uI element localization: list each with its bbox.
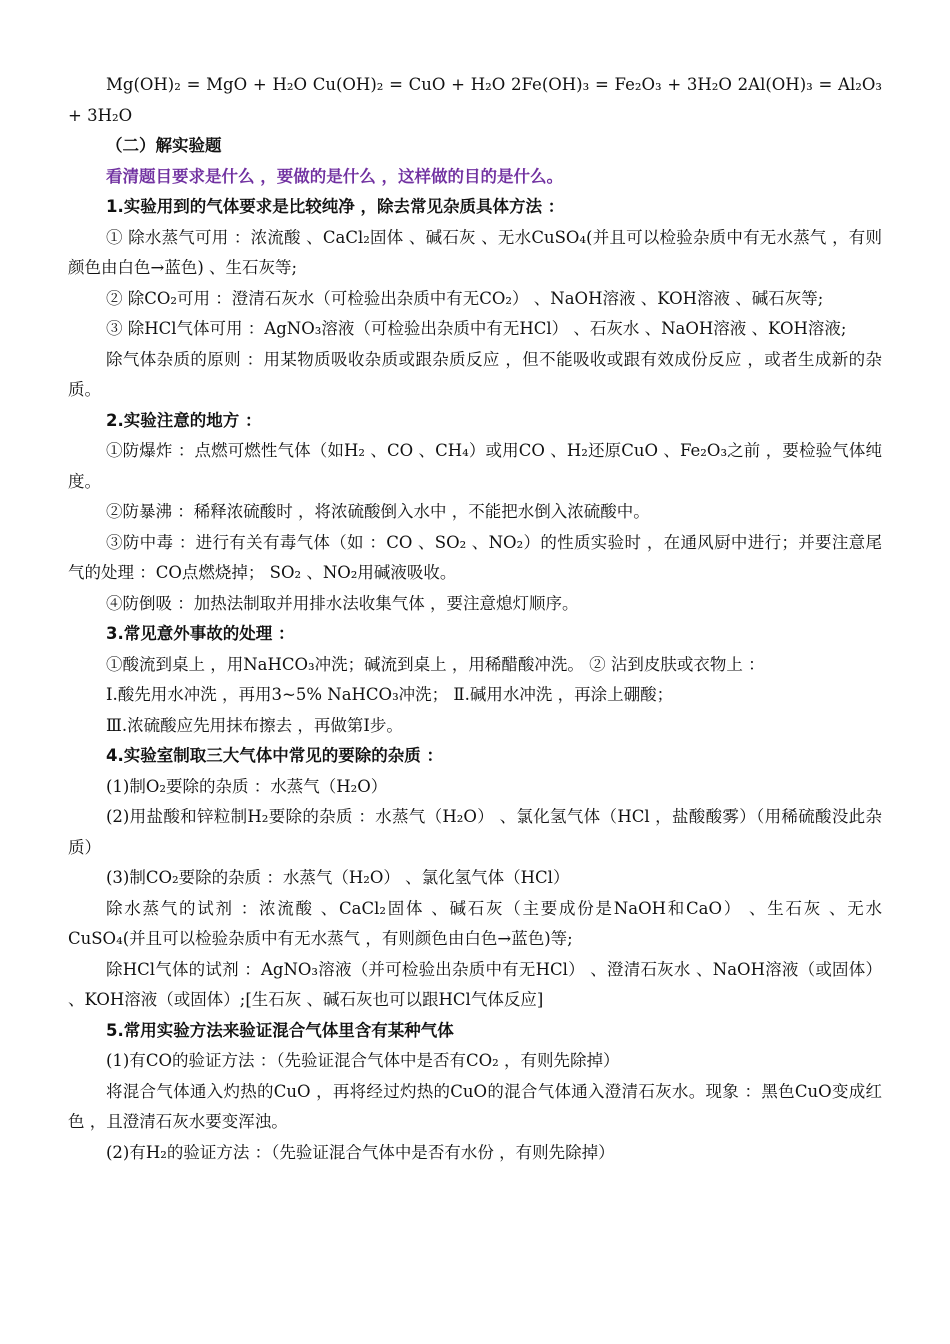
o2-impurities: (1)制O₂要除的杂质 ：水蒸气（H₂O） — [106, 776, 388, 796]
spill-handling: ①酸流到桌上 ，用NaHCO₃冲洗；碱流到桌上 ，用稀醋酸冲洗。 ② 沾到皮肤或衣物上 ： — [106, 654, 765, 674]
hydroxide-decomposition-equations: Mg(OH)₂ = MgO + H₂O Cu(OH)₂ = CuO + H₂O 2Fe(OH)₃ = Fe₂O₃ + 3H₂O 2Al(OH)₃ = Al₂O₃ + 3H₂O — [68, 75, 882, 125]
topic-3-heading: 3.常见意外事故的处理 ： — [106, 624, 295, 643]
co-verification-heading: (1)有CO的验证方法 ：（先验证混合气体中是否有CO₂ ，有则先除掉） — [106, 1051, 620, 1070]
document-page — [68, 70, 882, 1168]
topic-4-heading: 4.实验室制取三大气体中常见的要除的杂质 ： — [106, 746, 443, 765]
co-verification-procedure: 将混合气体通入灼热的CuO ，再将经过灼热的CuO的混合气体通入澄清石灰水。现象 ：黑色CuO变成红色 ，且澄清石灰水要变浑浊。 — [68, 1081, 882, 1131]
section-heading-experiment: （二）解实验题 — [106, 136, 222, 155]
h2-verification-heading: (2)有H₂的验证方法 ：（先验证混合气体中是否有水份 ，有则先除掉） — [106, 1142, 615, 1162]
explosion-prevention: ①防爆炸 ：点燃可燃性气体（如H₂ 、CO 、CH₄）或用CO 、H₂还原CuO 、Fe₂O₃之前 ，要检验气体纯度。 — [68, 441, 882, 491]
topic-1-heading: 1.实验用到的气体要求是比较纯净 ，除去常见杂质具体方法 ： — [106, 197, 565, 216]
remove-co2: ② 除CO₂可用 ：澄清石灰水（可检验出杂质中有无CO₂） 、NaOH溶液 、KOH溶液 、碱石灰等; — [106, 288, 824, 308]
bumping-prevention: ②防暴沸 ：稀释浓硫酸时 ，将浓硫酸倒入水中 ，不能把水倒入浓硫酸中。 — [106, 502, 650, 521]
emphasis-note: 看清题目要求是什么 ，要做的是什么 ，这样做的目的是什么。 — [106, 166, 563, 186]
suck-back-prevention: ④防倒吸 ：加热法制取并用排水法收集气体 ，要注意熄灯顺序。 — [106, 593, 579, 613]
topic-5-heading: 5.常用实验方法来验证混合气体里含有某种气体 — [106, 1020, 454, 1040]
remove-hcl: ③ 除HCl气体可用 ：AgNO₃溶液（可检验出杂质中有无HCl） 、石灰水 、NaOH溶液 、KOH溶液; — [106, 319, 847, 338]
co2-impurities: (3)制CO₂要除的杂质 ：水蒸气（H₂O） 、氯化氢气体（HCl） — [106, 868, 570, 887]
concentrated-acid-step: Ⅲ.浓硫酸应先用抹布擦去 ，再做第Ⅰ步。 — [106, 715, 403, 735]
topic-2-heading: 2.实验注意的地方 ： — [106, 410, 262, 430]
remove-water-vapor: ① 除水蒸气可用 ：浓流酸 、CaCl₂固体 、碱石灰 、无水CuSO₄(并且可以检验杂质中有无水蒸气 ，有则颜色由白色→蓝色) 、生石灰等; — [68, 227, 882, 277]
h2-impurities: (2)用盐酸和锌粒制H₂要除的杂质 ：水蒸气（H₂O） 、氯化氢气体（HCl ，盐酸酸雾）（用稀硫酸没此杂质） — [68, 807, 882, 857]
poisoning-prevention: ③防中毒 ：进行有关有毒气体（如 ：CO 、SO₂ 、NO₂）的性质实验时 ，在通风厨中进行；并要注意尾气的处理 ：CO点燃烧掉； SO₂ 、NO₂用碱液吸收。 — [68, 532, 882, 582]
skin-contact-steps: Ⅰ.酸先用水冲洗 ，再用3~5% NaHCO₃冲洗； Ⅱ.碱用水冲洗 ，再涂上硼酸； — [106, 685, 674, 704]
removal-principle: 除气体杂质的原则 ：用某物质吸收杂质或跟杂质反应 ，但不能吸收或跟有效成份反应 ，或者生成新的杂质。 — [68, 349, 882, 399]
hcl-removal-reagents: 除HCl气体的试剂 ：AgNO₃溶液（并可检验出杂质中有无HCl） 、澄清石灰水 、NaOH溶液（或固体） 、KOH溶液（或固体）;[生石灰 、碱石灰也可以跟HCl气体反应] — [68, 959, 882, 1009]
water-removal-reagents: 除水蒸气的试剂 ：浓流酸 、CaCl₂固体 、碱石灰（主要成份是NaOH和CaO） 、生石灰 、无水CuSO₄(并且可以检验杂质中有无水蒸气 ，有则颜色由白色→蓝色)等; — [68, 898, 882, 948]
